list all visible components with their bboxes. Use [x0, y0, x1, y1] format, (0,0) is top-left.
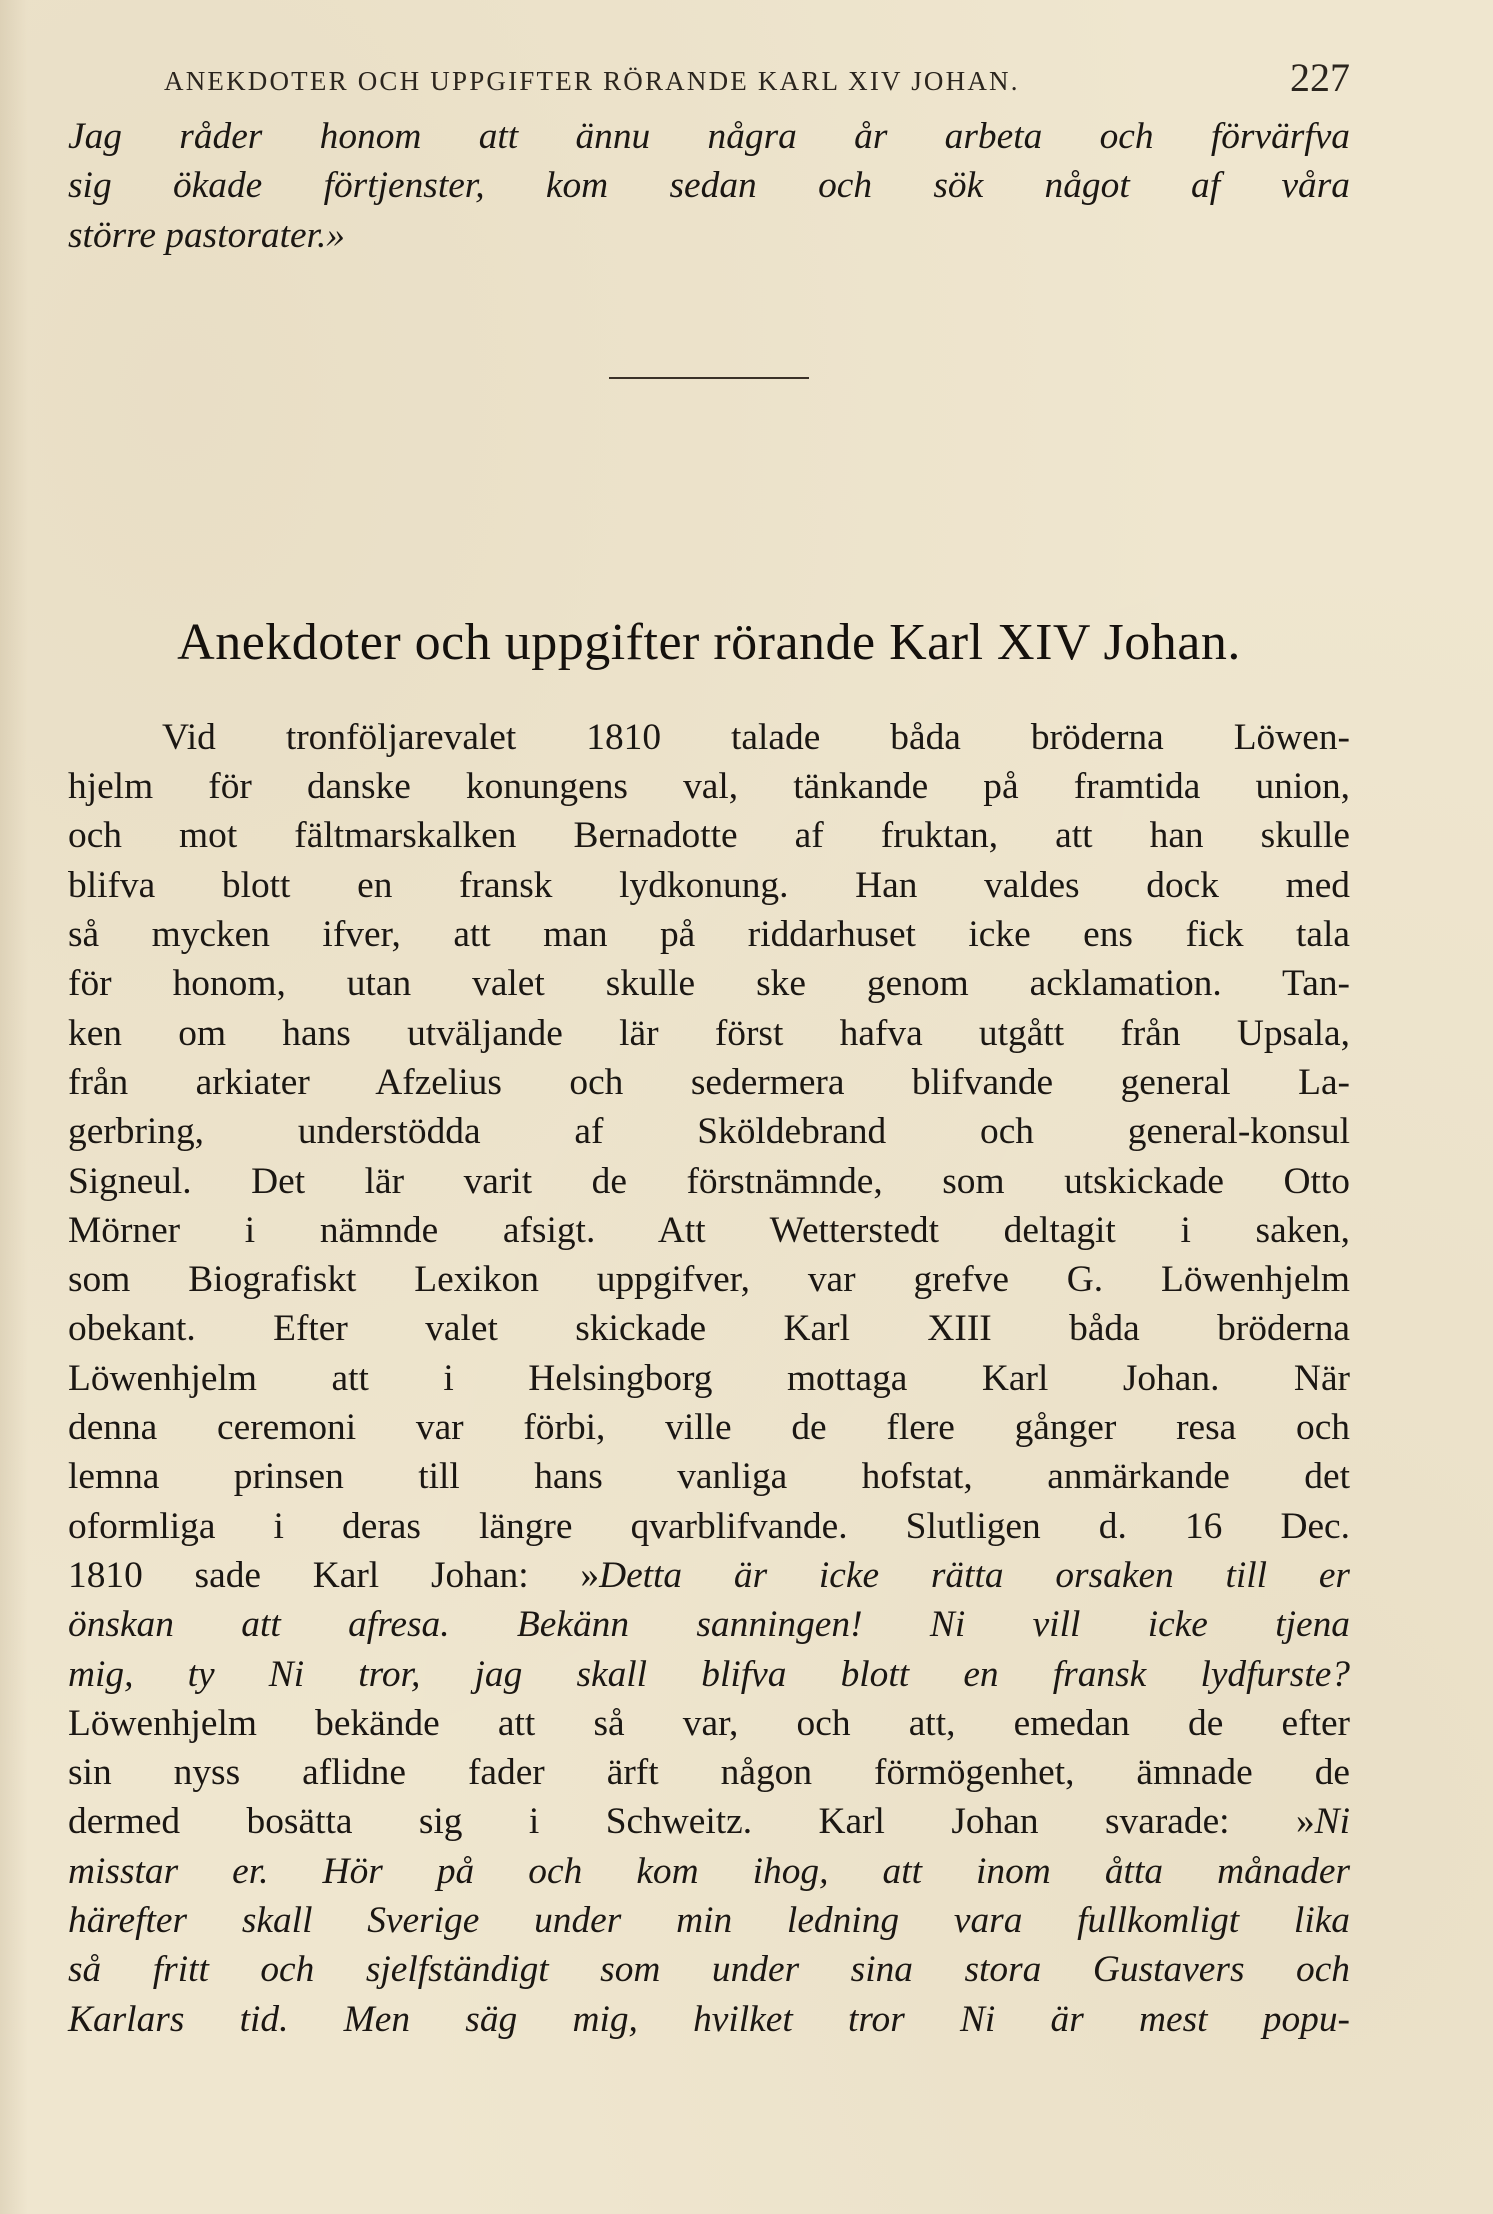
- body-line: sin nyss aflidne fader ärft någon förmögenhet, ämnade de: [68, 1752, 1350, 1794]
- body-line: gerbring, understödda af Sköldebrand och general-konsul: [68, 1111, 1350, 1153]
- body-line: blifva blott en fransk lydkonung. Han valdes dock med: [68, 864, 1350, 906]
- body-line: och mot fältmarskalken Bernadotte af fruktan, att han skulle: [68, 815, 1350, 857]
- body-line: lemna prinsen till hans vanliga hofstat, anmärkande det: [68, 1456, 1350, 1498]
- body-line-italic: Detta är icke rätta orsaken till er: [599, 1554, 1350, 1596]
- body-line: [68, 1551, 1350, 1600]
- book-page: [68, 54, 1350, 2044]
- body-line: härefter skall Sverige under min ledning vara fullkomligt lika: [68, 1900, 1350, 1942]
- body-line: Löwenhjelm att i Helsingborg mottaga Karl Johan. När: [68, 1357, 1350, 1399]
- section-title: Anekdoter och uppgifter rörande Karl XIV Johan.: [177, 613, 1241, 671]
- body-line: för honom, utan valet skulle ske genom acklamation. Tan-: [68, 963, 1350, 1005]
- body-text: [68, 713, 1350, 2044]
- body-line: Karlars tid. Men säg mig, hvilket tror Ni är mest popu-: [68, 1998, 1350, 2040]
- body-line: Mörner i nämnde afsigt. Att Wetterstedt deltagit i saken,: [68, 1209, 1350, 1251]
- running-head-title: ANEKDOTER OCH UPPGIFTER RÖRANDE KARL XIV JOHAN.: [164, 66, 1020, 96]
- running-head: [68, 54, 1350, 106]
- body-line: obekant. Efter valet skickade Karl XIII båda bröderna: [68, 1308, 1350, 1350]
- body-line: Signeul. Det lär varit de förstnämnde, som utskickade Otto: [68, 1160, 1350, 1202]
- opening-quote-line: sig ökade förtjenster, kom sedan och sök något af våra: [68, 165, 1350, 207]
- section-divider: [609, 377, 809, 379]
- opening-quote: [68, 112, 1350, 260]
- body-line: Vid tronföljarevalet 1810 talade båda bröderna Löwen-: [162, 716, 1350, 758]
- body-line-italic: Ni: [1314, 1801, 1350, 1843]
- body-line: mig, ty Ni tror, jag skall blifva blott en fransk lydfurste?: [68, 1653, 1350, 1695]
- body-line: ken om hans utväljande lär först hafva utgått från Upsala,: [68, 1012, 1350, 1054]
- opening-quote-line: större pastorater.»: [68, 214, 345, 256]
- body-line: [68, 1797, 1350, 1846]
- body-line: oformliga i deras längre qvarblifvande. Slutligen d. 16 Dec.: [68, 1505, 1350, 1547]
- body-line: hjelm för danske konungens val, tänkande på framtida union,: [68, 766, 1350, 808]
- body-line: denna ceremoni var förbi, ville de flere gånger resa och: [68, 1407, 1350, 1449]
- body-line: misstar er. Hör på och kom ihog, att inom åtta månader: [68, 1850, 1350, 1892]
- body-line: som Biografiskt Lexikon uppgifver, var grefve G. Löwenhjelm: [68, 1259, 1350, 1301]
- body-line: Löwenhjelm bekände att så var, och att, emedan de efter: [68, 1702, 1350, 1744]
- body-line: från arkiater Afzelius och sedermera blifvande general La-: [68, 1061, 1350, 1103]
- body-line: så mycken ifver, att man på riddarhuset icke ens fick tala: [68, 914, 1350, 956]
- body-line: önskan att afresa. Bekänn sanningen! Ni vill icke tjena: [68, 1604, 1350, 1646]
- page-number: 227: [1290, 55, 1350, 100]
- body-line-roman: 1810 sade Karl Johan: »: [68, 1554, 600, 1596]
- body-line: så fritt och sjelfständigt som under sina stora Gustavers och: [68, 1949, 1350, 1991]
- body-line-roman: dermed bosätta sig i Schweitz. Karl Johan svarade: »: [68, 1801, 1315, 1843]
- opening-quote-line: Jag råder honom att ännu några år arbeta och förvärfva: [68, 116, 1350, 157]
